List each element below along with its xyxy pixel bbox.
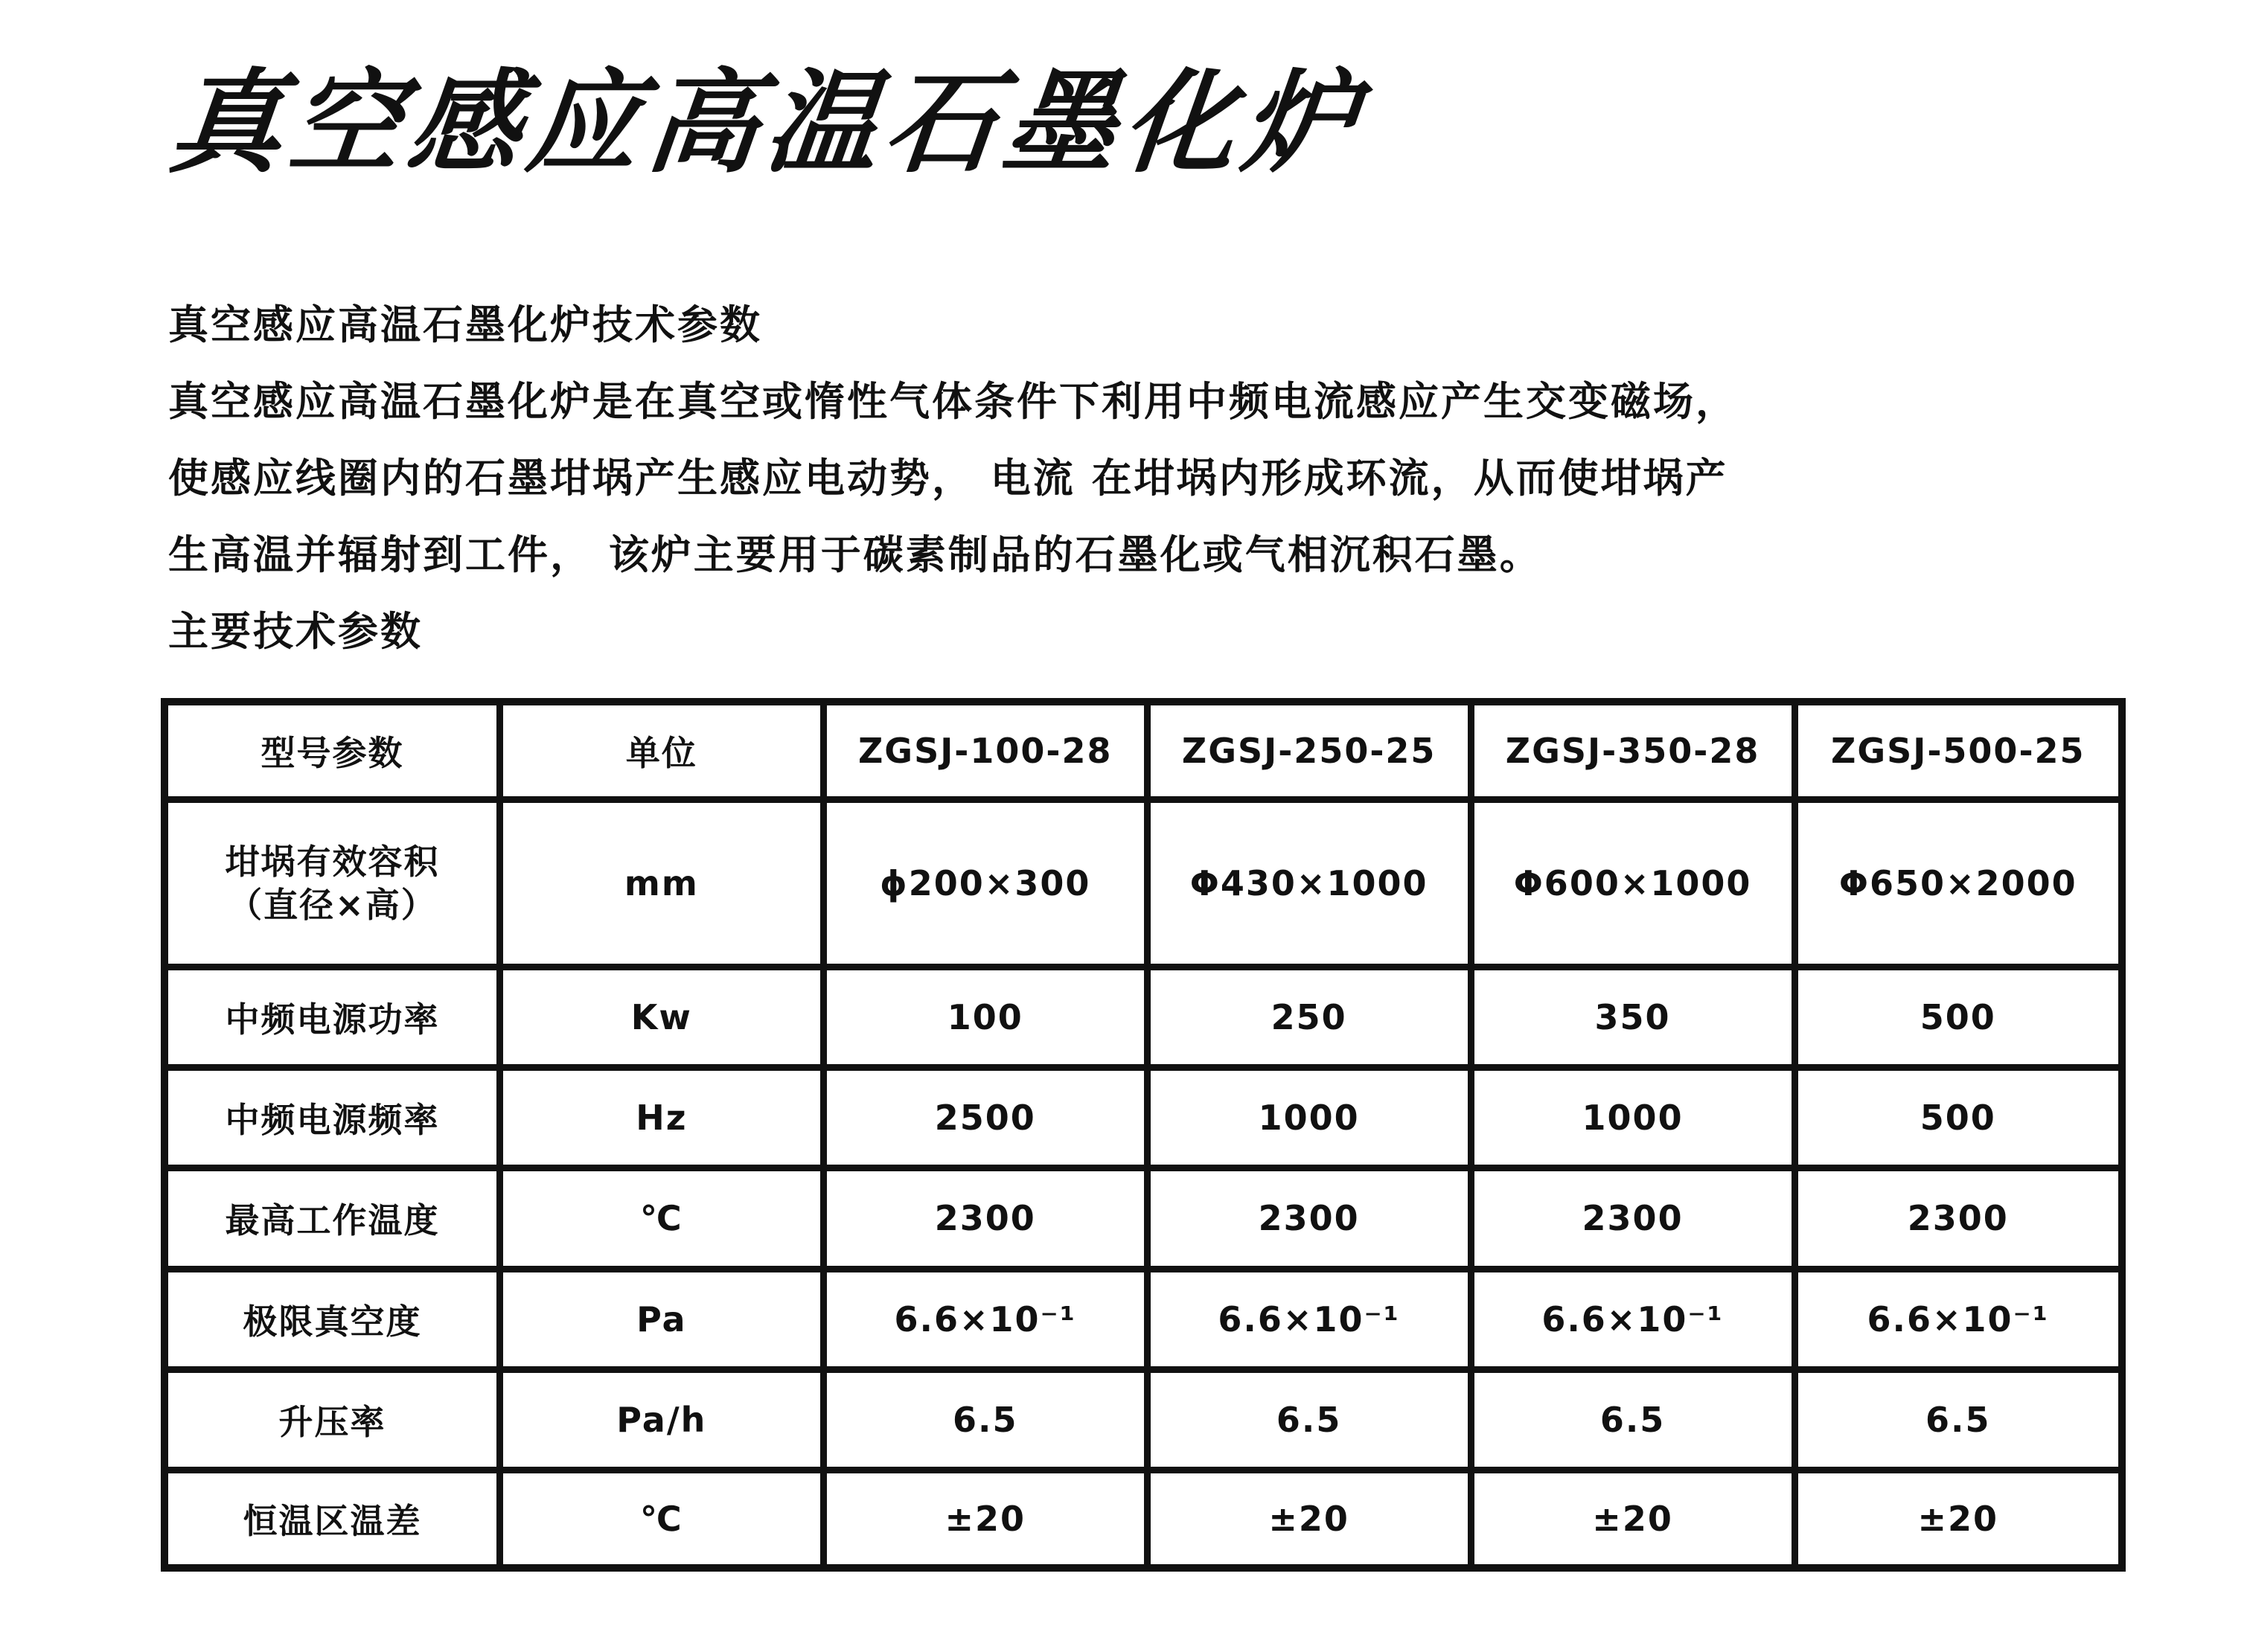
value-cell: 6.6×10⁻¹ <box>823 1269 1147 1369</box>
value-cell: 1000 <box>1147 1068 1471 1168</box>
table-row <box>168 1369 2118 1470</box>
table-header-cell: ZGSJ-350-28 <box>1471 705 1794 800</box>
value-cell: 6.6×10⁻¹ <box>1794 1269 2118 1369</box>
value-cell: 6.5 <box>1471 1369 1794 1470</box>
table-row <box>168 1470 2118 1564</box>
param-cell: 极限真空度 <box>168 1269 499 1369</box>
value-cell: 2500 <box>823 1068 1147 1168</box>
intro-line-3: 生高温并辐射到工件， 该炉主要用于碳素制品的石墨化或气相沉积石墨。 <box>168 531 1542 578</box>
unit-cell: ℃ <box>499 1168 823 1269</box>
value-cell: 500 <box>1794 1068 2118 1168</box>
value-cell: 6.5 <box>823 1369 1147 1470</box>
table-header-cell: ZGSJ-250-25 <box>1147 705 1471 800</box>
param-cell: 最高工作温度 <box>168 1168 499 1269</box>
unit-cell: Pa <box>499 1269 823 1369</box>
intro-line-2: 使感应线圈内的石墨坩埚产生感应电动势， 电流 在坩埚内形成环流，从而使坩埚产 <box>168 455 1728 502</box>
value-cell: 6.6×10⁻¹ <box>1471 1269 1794 1369</box>
value-cell: 6.5 <box>1147 1369 1471 1470</box>
spec-table <box>168 705 2118 1564</box>
value-cell: 2300 <box>823 1168 1147 1269</box>
value-cell: 2300 <box>1147 1168 1471 1269</box>
param-cell: 升压率 <box>168 1369 499 1470</box>
intro-heading: 真空感应高温石墨化炉技术参数 <box>168 301 762 348</box>
param-cell: 中频电源功率 <box>168 967 499 1068</box>
value-cell: 100 <box>823 967 1147 1068</box>
table-header-row <box>168 705 2118 800</box>
value-cell: ±20 <box>1147 1470 1471 1564</box>
table-header-cell: 单位 <box>499 705 823 800</box>
param-cell: 恒温区温差 <box>168 1470 499 1564</box>
table-row <box>168 800 2118 967</box>
table-row <box>168 1269 2118 1369</box>
unit-cell: Kw <box>499 967 823 1068</box>
table-header-cell: ZGSJ-100-28 <box>823 705 1147 800</box>
value-cell: 6.5 <box>1794 1369 2118 1470</box>
value-cell: Φ650×2000 <box>1794 800 2118 967</box>
value-cell: ±20 <box>1471 1470 1794 1564</box>
intro-subheading: 主要技术参数 <box>168 608 423 655</box>
value-cell: 2300 <box>1794 1168 2118 1269</box>
table-row <box>168 1068 2118 1168</box>
table-header-cell: ZGSJ-500-25 <box>1794 705 2118 800</box>
table-header-cell: 型号参数 <box>168 705 499 800</box>
unit-cell: ℃ <box>499 1470 823 1564</box>
unit-cell: mm <box>499 800 823 967</box>
intro-line-1: 真空感应高温石墨化炉是在真空或惰性气体条件下利用中频电流感应产生交变磁场， <box>168 378 1738 425</box>
value-cell: 250 <box>1147 967 1471 1068</box>
value-cell: 350 <box>1471 967 1794 1068</box>
param-label-line1: 坩埚有效容积 <box>225 842 440 883</box>
value-cell: ±20 <box>823 1470 1147 1564</box>
param-cell <box>168 800 499 967</box>
param-cell: 中频电源频率 <box>168 1068 499 1168</box>
value-cell: 1000 <box>1471 1068 1794 1168</box>
unit-cell: Hz <box>499 1068 823 1168</box>
value-cell: Φ600×1000 <box>1471 800 1794 967</box>
intro-section <box>168 286 2103 670</box>
table-row <box>168 1168 2118 1269</box>
value-cell: ±20 <box>1794 1470 2118 1564</box>
unit-cell: Pa/h <box>499 1369 823 1470</box>
spec-table-frame <box>161 698 2126 1572</box>
value-cell: 6.6×10⁻¹ <box>1147 1269 1471 1369</box>
value-cell: Φ430×1000 <box>1147 800 1471 967</box>
page-title: 真空感应高温石墨化炉 <box>164 57 1370 188</box>
value-cell: 2300 <box>1471 1168 1794 1269</box>
param-label-line2: （直径×高） <box>228 885 437 926</box>
table-row <box>168 967 2118 1068</box>
value-cell: 500 <box>1794 967 2118 1068</box>
value-cell: ϕ200×300 <box>823 800 1147 967</box>
